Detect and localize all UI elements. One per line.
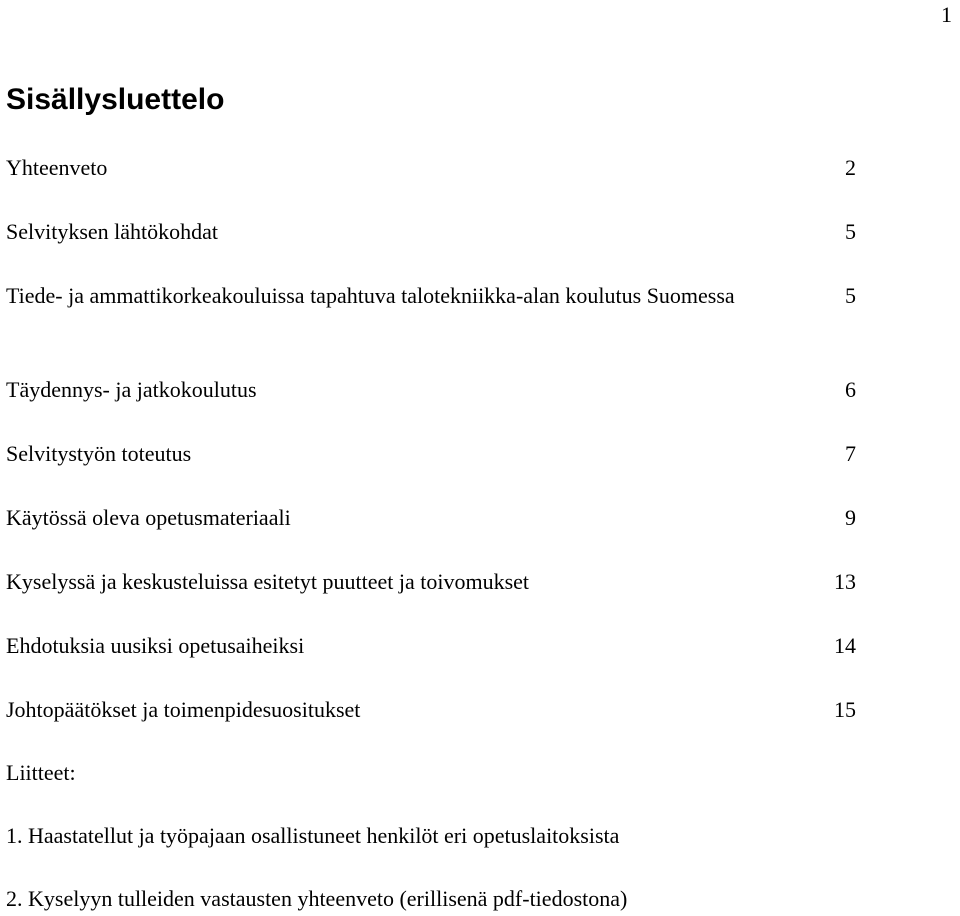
- toc-entry-text: Ehdotuksia uusiksi opetusaiheiksi: [6, 633, 305, 658]
- toc-entry-text: Johtopäätökset ja toimenpidesuositukset: [6, 697, 361, 722]
- toc-entry-text: Selvityksen lähtökohdat: [6, 219, 219, 244]
- toc-entry-page: 13: [834, 569, 856, 594]
- page-number: 1: [941, 2, 952, 27]
- toc-entry-page: 7: [845, 441, 856, 466]
- toc-entry-text: Käytössä oleva opetusmateriaali: [6, 505, 291, 530]
- toc-entry: [6, 152, 856, 183]
- toc-entry: [6, 502, 856, 533]
- toc-entry-text: Yhteenveto: [6, 155, 108, 180]
- toc-entry-text: Selvitystyön toteutus: [6, 441, 192, 466]
- toc-entry: [6, 280, 856, 311]
- toc-entry: [6, 566, 856, 597]
- toc-entry: [6, 438, 856, 469]
- toc-entry-page: 15: [834, 697, 856, 722]
- attachment-item: 2. Kyselyyn tulleiden vastausten yhteenveto (erillisenä pdf-tiedostona): [6, 886, 628, 911]
- toc-entry-page: 5: [845, 219, 856, 244]
- toc-entry-page: 14: [834, 633, 856, 658]
- toc-entry: [6, 374, 856, 405]
- toc-entry-page: 5: [845, 283, 856, 308]
- toc-entry: [6, 694, 856, 725]
- toc-entry-page: 9: [845, 505, 856, 530]
- attachment-item: 1. Haastatellut ja työpajaan osallistuneet henkilöt eri opetuslaitoksista: [6, 823, 620, 848]
- attachments-label: Liitteet:: [6, 760, 76, 785]
- toc-entry-page: 6: [845, 377, 856, 402]
- toc-entry-page: 2: [845, 155, 856, 180]
- toc-entry-text: Kyselyssä ja keskusteluissa esitetyt puutteet ja toivomukset: [6, 569, 530, 594]
- page-title: Sisällysluettelo: [6, 83, 225, 116]
- toc-entry-text: Täydennys- ja jatkokoulutus: [6, 377, 257, 402]
- toc-entry: [6, 216, 856, 247]
- toc-entry: [6, 630, 856, 661]
- toc-entry-text: Tiede- ja ammattikorkeakouluissa tapahtuva talotekniikka-alan koulutus Suomessa: [6, 283, 735, 308]
